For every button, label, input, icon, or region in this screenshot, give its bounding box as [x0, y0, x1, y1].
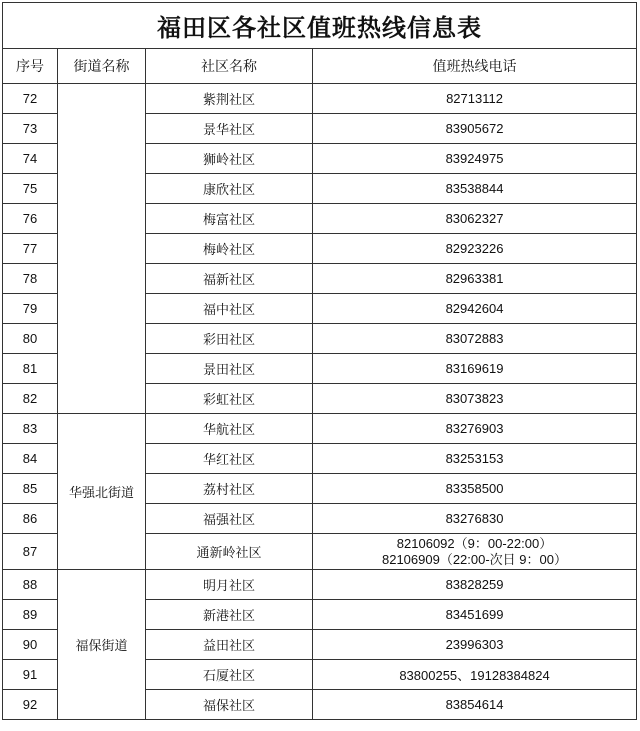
hotline-phone	[313, 144, 637, 174]
row-number: 83	[3, 414, 58, 444]
community-name: 石厦社区	[146, 660, 313, 690]
header-street: 街道名称	[58, 49, 146, 84]
row-number: 86	[3, 504, 58, 534]
row-number: 74	[3, 144, 58, 174]
hotline-phone-line: 83451699	[445, 607, 504, 622]
hotline-phone-line: 83276830	[445, 511, 504, 526]
hotline-phone	[313, 570, 637, 600]
community-name: 明月社区	[146, 570, 313, 600]
header-community: 社区名称	[146, 49, 313, 84]
row-number: 76	[3, 204, 58, 234]
community-name: 荔村社区	[146, 474, 313, 504]
community-name: 华航社区	[146, 414, 313, 444]
hotline-phone	[313, 384, 637, 414]
row-number: 72	[3, 84, 58, 114]
hotline-phone-line: 83169619	[445, 361, 504, 376]
hotline-phone	[313, 504, 637, 534]
community-name: 福中社区	[146, 294, 313, 324]
row-number: 73	[3, 114, 58, 144]
community-name: 华红社区	[146, 444, 313, 474]
row-number: 91	[3, 660, 58, 690]
hotline-phone	[313, 474, 637, 504]
hotline-phone-line: 83538844	[445, 181, 504, 196]
row-number: 84	[3, 444, 58, 474]
hotline-phone-line: 83072883	[445, 331, 504, 346]
hotline-phone-line: 83828259	[445, 577, 504, 592]
community-name: 景田社区	[146, 354, 313, 384]
hotline-phone	[313, 660, 637, 690]
row-number: 77	[3, 234, 58, 264]
hotline-phone-line: 82942604	[445, 301, 504, 316]
hotline-phone-line: 83854614	[445, 697, 504, 712]
row-number: 88	[3, 570, 58, 600]
hotline-phone-line: 83062327	[445, 211, 504, 226]
hotline-phone-line: 23996303	[445, 637, 504, 652]
hotline-phone-line: 83073823	[445, 391, 504, 406]
community-name: 景华社区	[146, 114, 313, 144]
hotline-phone	[313, 534, 637, 570]
hotline-phone-line: 82106092（9：00-22:00）	[396, 535, 553, 551]
header-no: 序号	[3, 49, 58, 84]
community-name: 福强社区	[146, 504, 313, 534]
title-row	[3, 3, 637, 49]
header-row	[3, 49, 637, 84]
hotline-phone-line: 83276903	[445, 421, 504, 436]
hotline-phone-line: 83924975	[445, 151, 504, 166]
community-name: 福新社区	[146, 264, 313, 294]
row-number: 75	[3, 174, 58, 204]
hotline-phone	[313, 294, 637, 324]
row-number: 92	[3, 690, 58, 720]
table-row	[3, 84, 637, 114]
hotline-phone	[313, 690, 637, 720]
hotline-phone	[313, 444, 637, 474]
hotline-phone	[313, 264, 637, 294]
community-name: 康欣社区	[146, 174, 313, 204]
row-number: 87	[3, 534, 58, 570]
community-name: 福保社区	[146, 690, 313, 720]
community-name: 新港社区	[146, 600, 313, 630]
hotline-phone-line: 83253153	[445, 451, 504, 466]
row-number: 82	[3, 384, 58, 414]
hotline-phone	[313, 174, 637, 204]
hotline-phone-line: 82923226	[445, 241, 504, 256]
hotline-phone	[313, 84, 637, 114]
hotline-phone	[313, 324, 637, 354]
street-name: 福保街道	[58, 570, 146, 720]
hotline-phone	[313, 414, 637, 444]
hotline-table-sheet	[2, 2, 637, 720]
hotline-phone-line: 82106909（22:00-次日 9：00）	[381, 551, 567, 567]
community-name: 彩田社区	[146, 324, 313, 354]
hotline-phone-line: 82963381	[445, 271, 504, 286]
hotline-phone-line: 83358500	[445, 481, 504, 496]
row-number: 78	[3, 264, 58, 294]
hotline-table	[2, 2, 637, 720]
table-row	[3, 414, 637, 444]
row-number: 80	[3, 324, 58, 354]
table-title: 福田区各社区值班热线信息表	[3, 3, 637, 49]
community-name: 益田社区	[146, 630, 313, 660]
row-number: 81	[3, 354, 58, 384]
community-name: 通新岭社区	[146, 534, 313, 570]
hotline-phone-line: 83905672	[445, 121, 504, 136]
hotline-phone	[313, 630, 637, 660]
community-name: 梅富社区	[146, 204, 313, 234]
street-name	[58, 84, 146, 414]
community-name: 彩虹社区	[146, 384, 313, 414]
hotline-phone	[313, 204, 637, 234]
row-number: 90	[3, 630, 58, 660]
row-number: 85	[3, 474, 58, 504]
hotline-phone	[313, 600, 637, 630]
community-name: 紫荆社区	[146, 84, 313, 114]
table-row	[3, 570, 637, 600]
community-name: 狮岭社区	[146, 144, 313, 174]
hotline-phone	[313, 114, 637, 144]
street-name: 华强北街道	[58, 414, 146, 570]
row-number: 89	[3, 600, 58, 630]
community-name: 梅岭社区	[146, 234, 313, 264]
hotline-phone	[313, 234, 637, 264]
hotline-phone	[313, 354, 637, 384]
hotline-phone-line: 82713112	[446, 91, 503, 106]
header-phone: 值班热线电话	[313, 49, 637, 84]
row-number: 79	[3, 294, 58, 324]
hotline-phone-line: 83800255、19128384824	[399, 668, 550, 683]
